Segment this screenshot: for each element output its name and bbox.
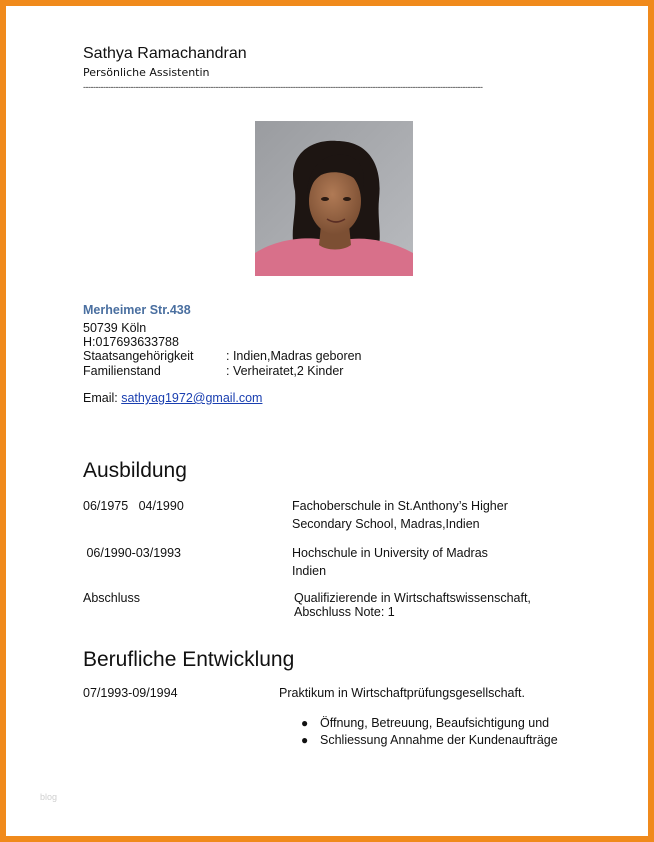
education-desc-1-line1: Fachoberschule in St.Anthony’s Higher [292, 499, 508, 513]
career-bullet-text: Schliessung Annahme der Kundenaufträge [320, 733, 558, 747]
career-bullet-text: Öffnung, Betreuung, Beaufsichtigung und [320, 716, 550, 730]
email-link[interactable]: sathyag1972@gmail.com [121, 391, 263, 405]
applicant-role: Persönliche Assistentin [83, 66, 210, 79]
portrait-image [255, 121, 413, 276]
career-bullet-2 [301, 733, 558, 747]
career-bullet-1 [301, 716, 549, 730]
family-status-value: : Verheiratet,2 Kinder [226, 364, 344, 378]
education-desc-3-line2: Abschluss Note: 1 [294, 605, 395, 619]
education-date-3: Abschluss [83, 591, 140, 605]
career-heading: Berufliche Entwicklung [83, 648, 295, 671]
header-divider: ---------------------------------------------------------------------------------------------------------------------------------------------------------------- [83, 82, 483, 92]
address-street: Merheimer Str.438 [83, 303, 191, 317]
bullet-icon: ● [301, 733, 309, 747]
career-date: 07/1993-09/1994 [83, 686, 178, 700]
education-desc-2-line2: Indien [292, 564, 327, 578]
watermark: blog [40, 792, 58, 802]
applicant-name: Sathya Ramachandran [83, 45, 247, 62]
email-row [83, 391, 262, 405]
nationality-value: : Indien,Madras geboren [226, 349, 362, 363]
career-title: Praktikum in Wirtschaftprüfungsgesellschaft. [279, 686, 525, 700]
family-status-label: Familienstand [83, 364, 161, 378]
education-desc-2-line1: Hochschule in University of Madras [292, 546, 488, 560]
applicant-photo [255, 121, 413, 276]
education-heading: Ausbildung [83, 459, 187, 482]
education-desc-1-line2: Secondary School, Madras,Indien [292, 517, 480, 531]
email-label: Email: [83, 391, 122, 405]
education-date-1: 06/1975 04/1990 [83, 499, 184, 513]
nationality-label: Staatsangehörigkeit [83, 349, 194, 363]
address-city: 50739 Köln [83, 321, 147, 335]
education-desc-3-line1: Qualifizierende in Wirtschaftswissenschaft, [294, 591, 531, 605]
phone-number: H:017693633788 [83, 335, 179, 349]
bullet-icon: ● [301, 716, 309, 730]
education-date-2: 06/1990-03/1993 [83, 546, 182, 560]
